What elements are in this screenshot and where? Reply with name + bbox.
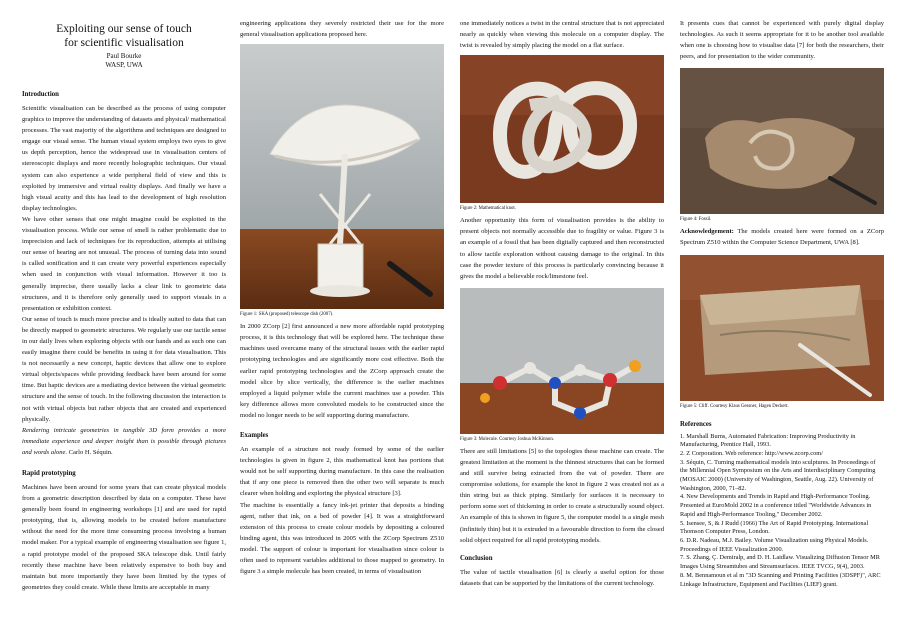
author-affiliation: WASP, UWA [105, 61, 143, 69]
conclusion-heading: Conclusion [460, 554, 493, 562]
column-4 [680, 18, 884, 589]
title-line-1: Exploiting our sense of touch [56, 23, 192, 35]
col4-paragraph-1: It presents cues that cannot be experienced with purely digital display technologies. As such it seems appropriate for it to be another tool available when one is choosing how to visualise data [7] for both the researchers, their peers, and for presentation to the wider community. [680, 20, 884, 61]
reference-item: 4. New Developments and Trends in Rapid and High-Performance Tooling. Presented at EuroMold 2002 in a conference titled "Worldwide Advances in Rapid and High-Performance Tooling," December 2002. [680, 493, 872, 518]
reference-item: 3. Séquin, C. Turning mathematical models into sculptures. In Proceedings of the Millennial Open Symposium on the Arts and Interdisciplinary Computing (MOSAIC 2000) (University of Washington, Seattle, Aug. 22). University of Washington, 2000, 71–82. [680, 458, 876, 492]
col2-paragraph-2: In 2000 ZCorp [2] first announced a new more affordable rapid prototyping process, it is this technology that will be explored here. The technique these machines used overcame many of the structural issues with the earlier rapid prototyping technologies and are significantly more cost effective. Both the earlier rapid prototyping technologies and the ZCorp approach create the model slice by slice vertically, the difference is the earlier machines employed a liquid polymer while the current machines use a powder. This key difference allows more convoluted models to be constructed since the model no longer needs to be self supporting during manufacture. [240, 323, 444, 419]
column-3 [460, 18, 664, 589]
figure-5-cliff [680, 255, 884, 401]
quote-author: . Carlo H. Séquin. [65, 448, 113, 456]
reference-item: 7. S. Zhang, Ç. Demiralp, and D. H. Laidlaw. Visualizing Diffusion Tensor MR Images Using Streamtubes and Streamsurfaces. IEEE TVCG, 9(4), 2003. [680, 554, 880, 571]
examples-heading: Examples [240, 432, 269, 440]
examples-paragraph-2: The machine is essentially a fancy ink-jet printer that deposits a binding agent, rather that ink, on a bed of powder [4]. It was a straightforward extension of this process to create colour models by depositing a coloured binding agent, this was introduced in 2005 with the ZCorp Spectrum Z510 model. The support of colour is important for visualisation since colour is often used to represent variables additional to those mapped to geometry. In figure 3 a simple molecule has been created, in terms of visualisation [240, 501, 444, 576]
figure-5-caption: Figure 5: Cliff. Courtesy Klaus Gessner, Hagen Deckert. [680, 403, 789, 409]
reference-item: 2. Z Corporation. Web reference: http://www.zcorp.com/ [680, 449, 823, 457]
figure-1-telescope-dish [240, 44, 444, 309]
references-heading: References [680, 420, 712, 428]
reference-item: 1. Marshall Burns, Automated Fabrication: Improving Productivity in Manufacturing, Prentice Hall, 1993. [680, 432, 856, 449]
figure-3-caption: Figure 3: Molecule. Courtesy Joshua McKinnon. [460, 436, 554, 442]
title-line-2: for scientific visualisation [64, 37, 184, 49]
intro-paragraph-2: We have other senses that one might imagine could be exploited in the visualisation process. While our sense of smell is rather problematic due to imprecision and lack of techniques for its reproduction, attempts at utilising our sense of hearing are not unusual. The process of turning data into sound is called sonification and it can create very powerful experiences especially when used in conjunction with visual information. However it too is generally imprecise, there usually lacks a clear link to geometric data structures, and it is therefore only generally used to support visuals in a presentation or exhibition context. [22, 215, 226, 312]
reference-item: 5. Isensee, S, & J Rudd (1966) The Art of Rapid Prototyping. International Thomson Computer Press, London. [680, 519, 869, 536]
author-name: Paul Bourke [106, 52, 142, 60]
conclusion-paragraph-1: The value of tactile visualisation [6] is clearly a useful option for those datasets that can be supported by the limitations of the current technology. [460, 568, 664, 587]
col3-paragraph-3: There are still limitations [5] to the topologies these machine can create. The greatest limitation at the moment is the thinnest structures that can be formed and still survive being extracted from the vat of powder. There are compromise solutions, for example the knot in figure 2 was created not as a thin string but as thick piping. Similarly for surfaces it is necessary to perform some sort of thickening in order to create a structurally sound object. An example of this is shown in figure 5, the computer model is a single mesh (infinitely thin) but it is extruded in a favourable direction to form the closed solid object required for all rapid prototyping models. [460, 447, 664, 544]
reference-item: 8. M. Bennamoun et al m "3D Scanning and Printing Facilities (3DSPF)", ARC Linkage Infrastructure, Equipment and Facilities (LIEF) grant. [680, 571, 881, 588]
figure-4-fossil [680, 68, 884, 214]
paper-title [22, 22, 226, 50]
title-block [22, 22, 226, 70]
examples-paragraph-1: An example of a structure not ready formed by some of the earlier technologies is given in figure 2, this mathematical knot has portions that would not be self supporting during manufacture. In this case the realisation that if any one piece is removed then the other two will separate is much clearer when holding and exploring the physical structure [3]. [240, 446, 444, 498]
rapid-paragraph-1: Machines have been around for some years that can create physical models from a geometric description described by data on a computer. These have generally been found in engineering workshops [1] and are used for rapid prototyping, that is, allowing models to be created before manufacture without the need for the more time consuming process involving a human model maker. For a typical example of engineering visualisation see figure 1, a rapid prototype model of the proposed SKA telescope disk. Until fairly recently these machine have been relatively expensive to both buy and maintain but more importantly they have been limited by the types of geometries they could create. While these limits are acceptable in many [22, 484, 226, 591]
column-2 [240, 18, 444, 577]
figure-4-caption: Figure 4: Fossil. [680, 217, 712, 223]
intro-paragraph-3: Our sense of touch is much more precise and is ideally suited to data that can be directly mapped to geometric structures. We regularly use our tactile sense in our daily lives when exploring objects with our hands and as such one can easily imagine there could be benefits in using it for data visualisation. This is not necessarily a new concept, haptic devices that allow one to explore virtual objects/spaces while providing feedback have been around for some time. But haptic devices are a mediating device between the virtual geometric structure and the sense of touch. In the following discussion the interaction is not with virtual objects but rather objects that are created and experienced physically. [22, 315, 226, 423]
column-1 [22, 18, 226, 593]
introduction-heading: Introduction [22, 91, 59, 98]
intro-paragraph-1: Scientific visualisation can be described as the process of using computer graphics to improve the understanding of datasets and physical/ mathematical processes. The vast majority of the algorithms and techniques are designed to engage our visual sense. The human visual system employs two eyes to give us depth perception, hence the widespread use in visualisation centers of stereoscopic displays and more recently holographic techniques. Our visual system can also experience a wide peripheral field of view and this is exploited by immersive and virtual reality displays. And finally we have a high visual acuity and this has lead to the development of high resolution display technologies. [22, 105, 226, 212]
figure-2-mathematical-knot [460, 55, 664, 203]
acknowledgement [680, 226, 884, 248]
col3-paragraph-1: one immediately notices a twist in the central structure that is not appreciated nearly as quickly when viewing this molecule on a computer display. The twist is revealed by simply placing the model on a flat surface. [460, 20, 664, 50]
col2-paragraph-1: engineering applications they severely restricted their use for the more general visualisation applications proposed here. [240, 20, 444, 39]
figure-2-caption: Figure 2: Mathematical knot. [460, 206, 516, 212]
acknowledgement-label: Acknowledgement: [680, 228, 734, 236]
reference-item: 6. D.R. Nadeau, M.J. Bailey. Volume Visualization using Physical Models. Proceedings of IEEE Visualization 2000. [680, 537, 869, 553]
figure-3-molecule [460, 288, 664, 434]
quote-text: Rendering intricate geometries in tangible 3D form provides a more immediate experience and deeper insight than is possible through pictures and words alone [22, 426, 226, 456]
acknowledgement-text: The models created here were formed on a ZCorp Spectrum Z510 within the Computer Science Department, UWA [8]. [680, 228, 884, 247]
rapid-prototyping-heading: Rapid prototyping [22, 470, 76, 477]
quote [22, 425, 226, 458]
col3-paragraph-2: Another opportunity this form of visualisation provides is the ability to present objects not normally accessible due to fragility or value. Figure 3 is an example of a fossil that has been digitally captured and then reconstructed to allow tactile exploration without causing damage to the original. In this case the powder texture of this process is particularly convincing because it gives the model a believable rock/limestone feel. [460, 217, 664, 280]
figure-1-caption: Figure 1: SKA (proposed) telescope dish (2007). [240, 312, 334, 318]
